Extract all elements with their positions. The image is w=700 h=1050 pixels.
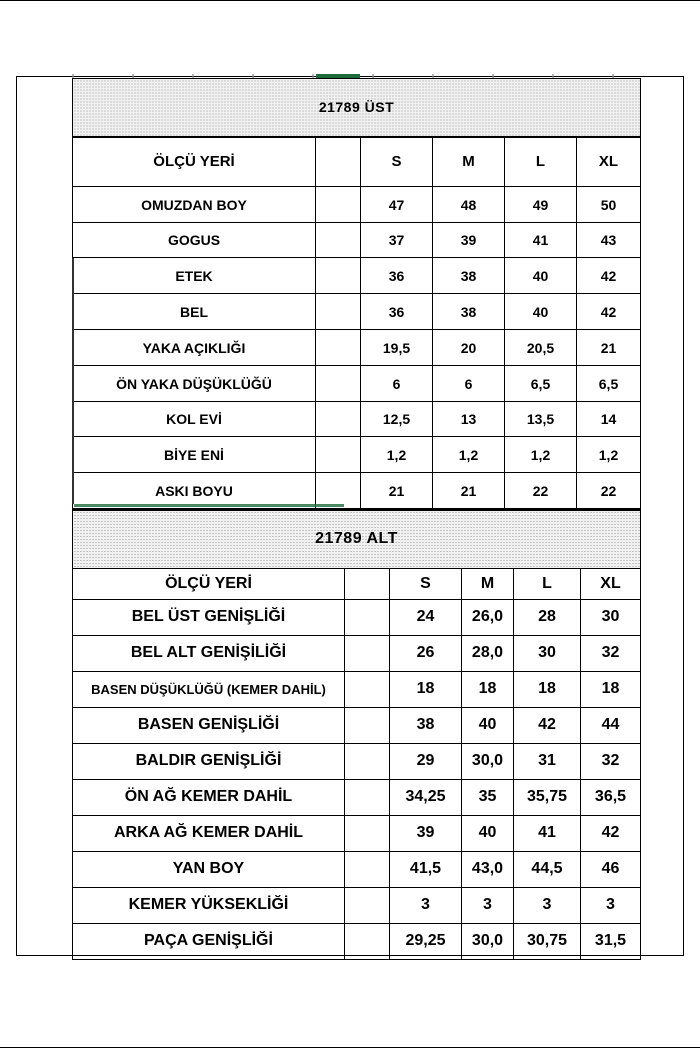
value-m: 30,0 [462, 743, 514, 779]
row-label: BASEN DÜŞÜKLÜĞÜ (KEMER DAHİL) [73, 671, 345, 707]
value-l: 44,5 [514, 851, 581, 887]
value-xl: 1,2 [577, 437, 641, 473]
value-s: 29 [390, 743, 462, 779]
top-header-l: L [505, 137, 577, 187]
value-xl: 31,5 [581, 923, 641, 959]
table-row [73, 887, 641, 923]
value-l: 30,75 [514, 923, 581, 959]
value-m: 18 [462, 671, 514, 707]
row-label: ASKI BOYU [73, 473, 316, 509]
top-table-title: 21789 ÜST [73, 79, 641, 137]
value-xl: 50 [577, 187, 641, 223]
bottom-header-blank [345, 568, 390, 599]
value-s: 41,5 [390, 851, 462, 887]
value-xl: 36,5 [581, 779, 641, 815]
row-label: ÖN YAKA DÜŞÜKLÜĞÜ [73, 366, 316, 402]
value-xl: 46 [581, 851, 641, 887]
value-m: 39 [433, 223, 505, 258]
row-label: KOL EVİ [73, 402, 316, 437]
table-row [73, 330, 641, 366]
row-blank [345, 923, 390, 959]
row-label: ÖN AĞ KEMER DAHİL [73, 779, 345, 815]
page-bottom-rule [0, 1047, 700, 1048]
value-s: 38 [390, 707, 462, 743]
value-l: 40 [505, 294, 577, 330]
row-label: BALDIR GENİŞLİĞİ [73, 743, 345, 779]
row-blank [316, 223, 361, 258]
value-l: 49 [505, 187, 577, 223]
table-row [73, 223, 641, 258]
value-m: 20 [433, 330, 505, 366]
row-label: OMUZDAN BOY [73, 187, 316, 223]
table-row [73, 635, 641, 671]
value-m: 1,2 [433, 437, 505, 473]
value-xl: 42 [577, 294, 641, 330]
row-label: YAN BOY [73, 851, 345, 887]
value-xl: 18 [581, 671, 641, 707]
value-m: 26,0 [462, 599, 514, 635]
row-blank [316, 187, 361, 223]
value-xl: 42 [577, 258, 641, 294]
value-s: 37 [361, 223, 433, 258]
value-s: 29,25 [390, 923, 462, 959]
row-blank [345, 815, 390, 851]
table-row [73, 707, 641, 743]
top-size-table [72, 78, 641, 509]
row-label: BEL [73, 294, 316, 330]
top-header-m: M [433, 137, 505, 187]
value-xl: 32 [581, 635, 641, 671]
value-s: 36 [361, 294, 433, 330]
value-m: 48 [433, 187, 505, 223]
row-label: PAÇA GENİŞLİĞİ [73, 923, 345, 959]
table-row [73, 258, 641, 294]
value-m: 43,0 [462, 851, 514, 887]
value-xl: 22 [577, 473, 641, 509]
page-top-rule [0, 0, 700, 1]
value-xl: 30 [581, 599, 641, 635]
value-xl: 6,5 [577, 366, 641, 402]
value-l: 3 [514, 887, 581, 923]
value-l: 1,2 [505, 437, 577, 473]
table-row [73, 923, 641, 959]
bottom-header-xl: XL [581, 568, 641, 599]
row-label: ARKA AĞ KEMER DAHİL [73, 815, 345, 851]
value-l: 18 [514, 671, 581, 707]
value-l: 40 [505, 258, 577, 294]
bottom-header-l: L [514, 568, 581, 599]
row-blank [316, 258, 361, 294]
row-blank [345, 671, 390, 707]
value-s: 1,2 [361, 437, 433, 473]
table-row [73, 851, 641, 887]
value-xl: 44 [581, 707, 641, 743]
top-header-blank [316, 137, 361, 187]
table-row [73, 366, 641, 402]
row-label: BEL ALT GENİŞİLİĞİ [73, 635, 345, 671]
value-s: 12,5 [361, 402, 433, 437]
row-blank [316, 437, 361, 473]
size-chart-sheet [72, 78, 641, 960]
value-xl: 21 [577, 330, 641, 366]
top-header-measure: ÖLÇÜ YERİ [73, 137, 316, 187]
bottom-size-table [72, 509, 641, 960]
table-row [73, 402, 641, 437]
table-row [73, 437, 641, 473]
row-blank [316, 402, 361, 437]
sheet-left-edge [72, 258, 74, 504]
top-header-xl: XL [577, 137, 641, 187]
value-m: 13 [433, 402, 505, 437]
value-s: 36 [361, 258, 433, 294]
row-label: GOGUS [73, 223, 316, 258]
value-s: 47 [361, 187, 433, 223]
table-row [73, 187, 641, 223]
value-l: 35,75 [514, 779, 581, 815]
value-s: 24 [390, 599, 462, 635]
row-blank [345, 779, 390, 815]
row-label: BASEN GENİŞLİĞİ [73, 707, 345, 743]
bottom-header-m: M [462, 568, 514, 599]
table-row [73, 599, 641, 635]
bottom-header-measure: ÖLÇÜ YERİ [73, 568, 345, 599]
table-row [73, 671, 641, 707]
value-l: 28 [514, 599, 581, 635]
value-s: 18 [390, 671, 462, 707]
value-s: 19,5 [361, 330, 433, 366]
value-l: 13,5 [505, 402, 577, 437]
value-xl: 3 [581, 887, 641, 923]
value-l: 41 [505, 223, 577, 258]
value-l: 41 [514, 815, 581, 851]
value-xl: 14 [577, 402, 641, 437]
value-m: 21 [433, 473, 505, 509]
row-blank [316, 294, 361, 330]
bottom-header-row [73, 568, 641, 599]
row-blank [316, 366, 361, 402]
row-blank [345, 707, 390, 743]
row-blank [345, 599, 390, 635]
row-blank [345, 851, 390, 887]
value-xl: 32 [581, 743, 641, 779]
row-label: ETEK [73, 258, 316, 294]
value-m: 40 [462, 815, 514, 851]
value-m: 38 [433, 294, 505, 330]
value-l: 20,5 [505, 330, 577, 366]
value-s: 3 [390, 887, 462, 923]
value-m: 40 [462, 707, 514, 743]
value-l: 6,5 [505, 366, 577, 402]
row-blank [345, 887, 390, 923]
value-s: 34,25 [390, 779, 462, 815]
row-label: YAKA AÇIKLIĞI [73, 330, 316, 366]
row-label: KEMER YÜKSEKLİĞİ [73, 887, 345, 923]
value-m: 6 [433, 366, 505, 402]
row-blank [345, 743, 390, 779]
value-xl: 43 [577, 223, 641, 258]
table-row [73, 815, 641, 851]
value-m: 3 [462, 887, 514, 923]
row-blank [316, 330, 361, 366]
top-header-s: S [361, 137, 433, 187]
value-s: 26 [390, 635, 462, 671]
table-row [73, 294, 641, 330]
row-blank [345, 635, 390, 671]
value-m: 30,0 [462, 923, 514, 959]
bottom-table-title: 21789 ALT [73, 510, 641, 568]
row-label: BEL ÜST GENİŞLİĞİ [73, 599, 345, 635]
value-l: 22 [505, 473, 577, 509]
bottom-header-s: S [390, 568, 462, 599]
value-m: 35 [462, 779, 514, 815]
value-s: 39 [390, 815, 462, 851]
value-xl: 42 [581, 815, 641, 851]
value-m: 28,0 [462, 635, 514, 671]
value-l: 31 [514, 743, 581, 779]
top-header-row [73, 137, 641, 187]
sheet-selection-line [74, 504, 344, 507]
value-s: 21 [361, 473, 433, 509]
table-row [73, 743, 641, 779]
value-m: 38 [433, 258, 505, 294]
row-label: BİYE ENİ [73, 437, 316, 473]
table-row [73, 779, 641, 815]
value-l: 30 [514, 635, 581, 671]
value-l: 42 [514, 707, 581, 743]
value-s: 6 [361, 366, 433, 402]
